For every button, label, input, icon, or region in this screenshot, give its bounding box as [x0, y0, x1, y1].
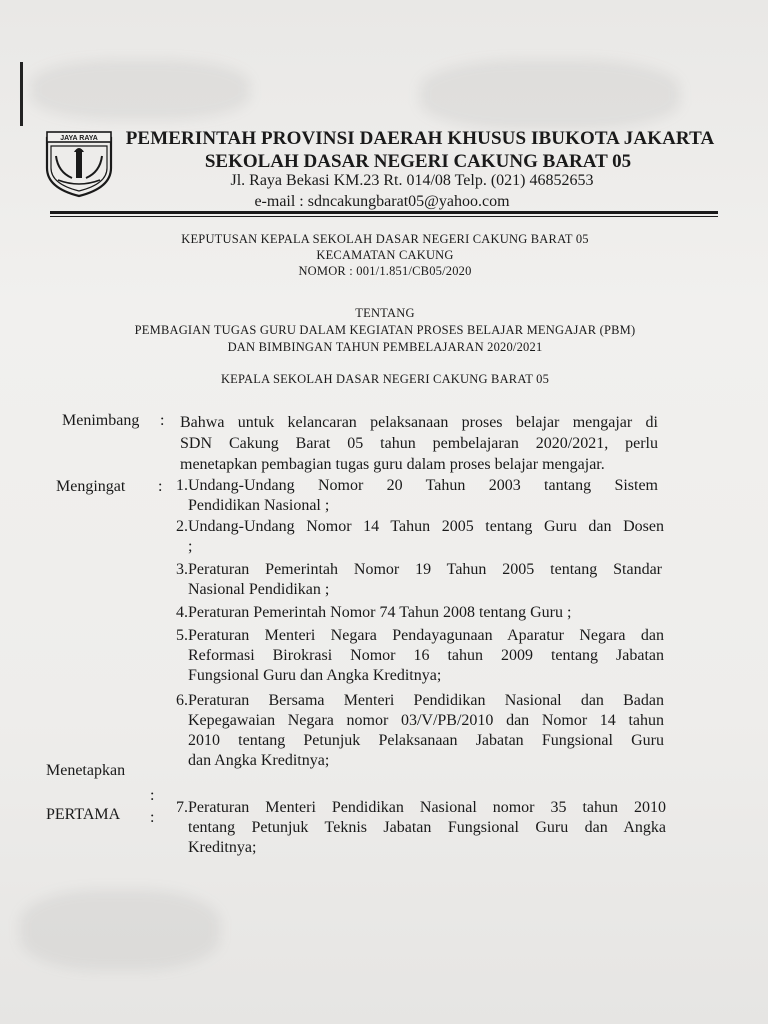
item-number: 2. — [176, 518, 188, 535]
item-line: Nasional Pendidikan ; — [188, 581, 330, 598]
menimbang-label: Menimbang — [62, 412, 140, 429]
scan-smudge — [420, 60, 680, 130]
menimbang-text — [180, 412, 658, 475]
mengingat-colon: : — [158, 478, 163, 495]
item-line: Kreditnya; — [188, 839, 257, 856]
decree-subject-line2: DAN BIMBINGAN TAHUN PEMBELAJARAN 2020/2021 — [227, 340, 543, 354]
item-line: Fungsional Guru dan Angka Kreditnya; — [188, 667, 442, 684]
item-number: 4. — [176, 604, 188, 621]
menimbang-line: Bahwa untuk kelancaran pelaksanaan proses belajar mengajar di — [180, 414, 658, 431]
menimbang-colon: : — [160, 412, 165, 429]
item-line: Peraturan Pemerintah Nomor 19 Tahun 2005 tentang Standar — [188, 561, 662, 578]
pertama-label: PERTAMA — [46, 806, 121, 823]
item-line: Reformasi Birokrasi Nomor 16 tahun 2009 tentang Jabatan — [188, 647, 664, 664]
scan-edge-mark — [20, 62, 23, 126]
decree-subject-line1: PEMBAGIAN TUGAS GURU DALAM KEGIATAN PROSES BELAJAR MENGAJAR (PBM) — [134, 323, 636, 337]
mengingat-label: Mengingat — [56, 478, 126, 495]
item-line: Peraturan Menteri Pendidikan Nasional nomor 35 tahun 2010 — [188, 799, 666, 816]
pertama-colon: : — [150, 809, 155, 826]
letterhead-government: PEMERINTAH PROVINSI DAERAH KHUSUS IBUKOTA JAKARTA — [125, 128, 715, 149]
item-line: 2010 tentang Petunjuk Pelaksanaan Jabatan Fungsional Guru — [188, 732, 664, 749]
crest-motto: JAYA RAYA — [60, 135, 98, 142]
item-line: tentang Petunjuk Teknis Jabatan Fungsional Guru dan Angka — [188, 819, 666, 836]
decree-district: KECAMATAN CAKUNG — [316, 248, 454, 262]
scan-smudge — [20, 890, 220, 970]
decree-authority: KEPALA SEKOLAH DASAR NEGERI CAKUNG BARAT 05 — [220, 372, 550, 386]
item-line: Peraturan Bersama Menteri Pendidikan Nasional dan Badan — [188, 692, 664, 709]
item-line: ; — [188, 538, 193, 555]
decree-tentang: TENTANG — [355, 306, 415, 320]
decree-title: KEPUTUSAN KEPALA SEKOLAH DASAR NEGERI CAKUNG BARAT 05 — [181, 232, 589, 246]
letterhead-rule-thin — [50, 216, 718, 217]
item-line: Peraturan Pemerintah Nomor 74 Tahun 2008 tentang Guru ; — [188, 604, 572, 621]
item-line: Kepegawaian Negara nomor 03/V/PB/2010 dan Nomor 14 tahun — [188, 712, 664, 729]
menimbang-line: SDN Cakung Barat 05 tahun pembelajaran 2020/2021, perlu — [180, 435, 658, 452]
menimbang-line: menetapkan pembagian tugas guru dalam proses belajar mengajar. — [180, 456, 605, 473]
item-line: Undang-Undang Nomor 14 Tahun 2005 tentang Guru dan Dosen — [188, 518, 664, 535]
letterhead-email: e-mail : sdncakungbarat05@yahoo.com — [254, 193, 510, 210]
item-number: 7. — [176, 799, 188, 816]
menetapkan-label: Menetapkan — [46, 762, 126, 779]
scan-smudge — [30, 60, 250, 120]
menetapkan-colon: : — [150, 787, 155, 804]
item-number: 1. — [176, 477, 188, 494]
letterhead-rule — [50, 211, 718, 214]
item-line: Pendidikan Nasional ; — [188, 497, 330, 514]
letterhead-address: Jl. Raya Bekasi KM.23 Rt. 014/08 Telp. (021) 46852653 — [230, 172, 594, 189]
item-line: Peraturan Menteri Negara Pendayagunaan Aparatur Negara dan — [188, 627, 664, 644]
item-number: 6. — [176, 692, 188, 709]
item-number: 5. — [176, 627, 188, 644]
letterhead-school-name: SEKOLAH DASAR NEGERI CAKUNG BARAT 05 — [204, 151, 632, 172]
item-line: Undang-Undang Nomor 20 Tahun 2003 tantang Sistem — [188, 477, 658, 494]
jakarta-crest-logo — [44, 128, 114, 198]
decree-number: NOMOR : 001/1.851/CB05/2020 — [298, 264, 472, 278]
item-line: dan Angka Kreditnya; — [188, 752, 330, 769]
item-number: 3. — [176, 561, 188, 578]
